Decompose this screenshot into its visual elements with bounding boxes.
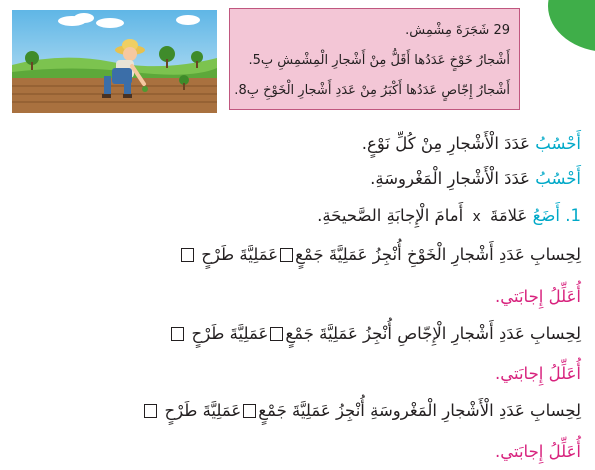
option-addition: عَمَلِيَّةَ جَمْعٍ xyxy=(285,324,358,343)
checkbox-addition[interactable] xyxy=(243,404,256,418)
justify-prompt: أُعَلِّلُ إِجابَتي. xyxy=(494,364,581,383)
instruction-line xyxy=(317,205,581,228)
problem-line-peach: أَشْجارُ خَوْخٍ عَدَدُها أَقَلُّ مِنْ أَشْجارِ الْمِشْمِشِ بِ5. xyxy=(248,53,510,68)
question-planted xyxy=(142,400,581,422)
instruction-number: 1. xyxy=(565,206,581,225)
question-pear xyxy=(169,323,581,345)
instruction-text: عَلامَةَ xyxy=(489,206,528,225)
task-verb: أَحْسُبُ xyxy=(535,134,581,153)
option-addition: عَمَلِيَّةَ جَمْعٍ xyxy=(258,401,331,420)
question-peach xyxy=(179,244,581,266)
checkbox-addition[interactable] xyxy=(270,327,283,341)
task-count-planted xyxy=(370,168,581,190)
checkbox-subtraction[interactable] xyxy=(171,327,184,341)
problem-statement-box xyxy=(229,8,520,110)
instruction-verb: أَضَعُ xyxy=(532,206,560,225)
question-text: لِحِسابِ عَدَدِ الْأَشْجارِ الْمَغْروسَةِ أُنْجِزُ xyxy=(335,401,581,420)
checkbox-subtraction[interactable] xyxy=(181,248,194,262)
option-addition: عَمَلِيَّةَ جَمْعٍ xyxy=(295,245,368,264)
problem-line-apricot: 29 شَجَرَةَ مِشْمِش. xyxy=(405,23,510,38)
justify-prompt: أُعَلِّلُ إِجابَتي. xyxy=(494,287,581,306)
option-subtraction: عَمَلِيَّةَ طَرْحٍ xyxy=(201,245,279,264)
justify-prompt: أُعَلِّلُ إِجابَتي. xyxy=(494,442,581,461)
x-mark-symbol: x xyxy=(472,209,481,225)
task-verb: أَحْسُبُ xyxy=(535,169,581,188)
task-text: عَدَدَ الْأَشْجارِ مِنْ كُلِّ نَوْعٍ. xyxy=(361,134,531,153)
checkbox-addition[interactable] xyxy=(280,248,293,262)
option-subtraction: عَمَلِيَّةَ طَرْحٍ xyxy=(164,401,242,420)
problem-line-pear: أَشْجارُ إِجّاصٍ عَدَدُها أَكْبَرُ مِنْ عَدَدِ أَشْجارِ الْخَوْخِ بِ8. xyxy=(234,83,510,98)
question-text: لِحِسابِ عَدَدِ أَشْجارِ الْإِجّاصِ أُنْجِزُ xyxy=(363,324,581,343)
farmer-illustration xyxy=(12,10,217,113)
question-text: لِحِسابِ عَدَدِ أَشْجارِ الْخَوْخِ أُنْجِزُ xyxy=(372,245,581,264)
task-text: عَدَدَ الْأَشْجارِ الْمَغْروسَةِ. xyxy=(370,169,531,188)
task-count-each-type xyxy=(362,133,581,155)
corner-tab xyxy=(548,0,595,52)
instruction-text: أَمامَ الْإِجابَةِ الصَّحيحَةِ. xyxy=(317,206,464,225)
checkbox-subtraction[interactable] xyxy=(144,404,157,418)
option-subtraction: عَمَلِيَّةَ طَرْحٍ xyxy=(191,324,269,343)
